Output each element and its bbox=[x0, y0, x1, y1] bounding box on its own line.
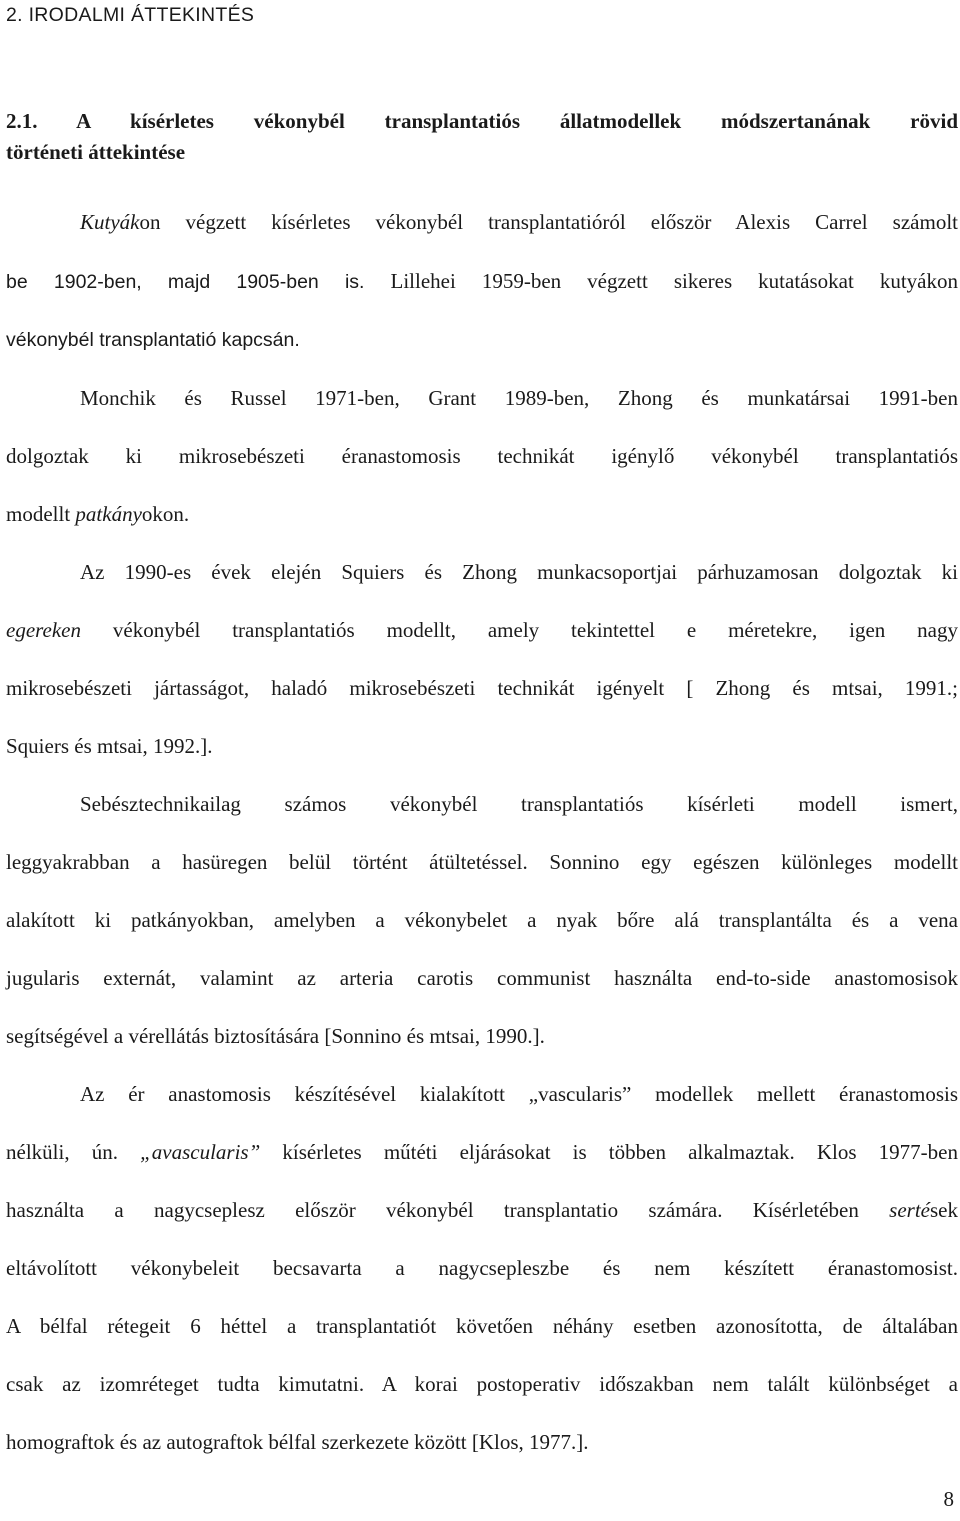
paragraph-5-line-3 bbox=[6, 1196, 958, 1224]
italic-term: egereken bbox=[6, 618, 81, 642]
italic-term: patkány bbox=[75, 502, 142, 526]
paragraph-5-line-4: eltávolított vékonybeleit becsavarta a nagycsepleszbe és nem készített éranastomosist. bbox=[6, 1256, 958, 1280]
text-run: modellt bbox=[6, 502, 76, 526]
paragraph-2-line-1: Monchik és Russel 1971-ben, Grant 1989-ben, Zhong és munkatársai 1991-ben bbox=[80, 386, 958, 410]
paragraph-5-line-6: csak az izomréteget tudta kimutatni. A korai postoperativ időszakban nem talált különbséget a bbox=[6, 1372, 958, 1396]
text-run: okon. bbox=[141, 502, 190, 526]
paragraph-5-line-1: Az ér anastomosis készítésével kialakított „vascularis” modellek mellett éranastomosis bbox=[80, 1082, 958, 1106]
paragraph-4-line-4: jugularis externát, valamint az arteria carotis communist használta end-to-side anastomosisok bbox=[6, 966, 958, 990]
paragraph-5-line-7: homograftok és az autograftok bélfal szerkezete között [Klos, 1977.]. bbox=[6, 1430, 589, 1454]
text-run: sek bbox=[930, 1198, 958, 1222]
italic-term: „avascularis” bbox=[140, 1140, 261, 1164]
paragraph-1-line-3: vékonybél transplantatió kapcsán. bbox=[6, 329, 300, 351]
paragraph-3-line-3: mikrosebészeti jártasságot, haladó mikrosebészeti technikát igényelt [ Zhong és mtsai, 1991.; bbox=[6, 676, 958, 700]
paragraph-4-line-5: segítségével a vérellátás biztosítására [Sonnino és mtsai, 1990.]. bbox=[6, 1024, 545, 1048]
paragraph-4-line-1: Sebésztechnikailag számos vékonybél transplantatiós kísérleti modell ismert, bbox=[80, 792, 958, 816]
paragraph-4-line-2: leggyakrabban a hasüregen belül történt átültetéssel. Sonnino egy egészen különleges modellt bbox=[6, 850, 958, 874]
paragraph-3-line-1: Az 1990-es évek elején Squiers és Zhong munkacsoportjai párhuzamosan dolgoztak ki bbox=[80, 560, 958, 584]
section-heading-line-1: 2.1. A kísérletes vékonybél transplantatiós állatmodellek módszertanának rövid bbox=[6, 109, 958, 133]
text-run: be 1902-ben, majd 1905-ben is. bbox=[6, 271, 365, 293]
paragraph-3-line-2 bbox=[6, 616, 958, 644]
italic-term: serté bbox=[889, 1198, 930, 1222]
text-run: nélküli, ún. bbox=[6, 1140, 141, 1164]
paragraph-3-line-4: Squiers és mtsai, 1992.]. bbox=[6, 734, 213, 758]
paragraph-1-line-1 bbox=[80, 208, 958, 236]
section-heading-line-2: történeti áttekintése bbox=[6, 140, 186, 164]
paragraph-1-line-2 bbox=[6, 267, 958, 296]
text-run: kísérletes műtéti eljárásokat is többen alkalmaztak. Klos 1977-ben bbox=[260, 1140, 958, 1164]
text-run: on végzett kísérletes vékonybél transplantatióról először Alexis Carrel számolt bbox=[139, 210, 958, 234]
paragraph-4-line-3: alakított ki patkányokban, amelyben a vékonybelet a nyak bőre alá transplantálta és a vena bbox=[6, 908, 958, 932]
page-number: 8 bbox=[943, 1487, 954, 1511]
text-run: használta a nagycseplesz először vékonybél transplantatio számára. Kísérletében bbox=[6, 1198, 890, 1222]
text-run: vékonybél transplantatiós modellt, amely tekintettel e méretekre, igen nagy bbox=[81, 618, 958, 642]
paragraph-2-line-2: dolgoztak ki mikrosebészeti éranastomosis technikát igénylő vékonybél transplantatiós bbox=[6, 444, 958, 468]
italic-term: Kutyák bbox=[80, 210, 140, 234]
section-heading bbox=[6, 106, 958, 168]
text-run: Lillehei 1959-ben végzett sikeres kutatásokat kutyákon bbox=[364, 269, 958, 293]
paragraph-2-line-3 bbox=[6, 500, 958, 528]
paragraph-5-line-2 bbox=[6, 1138, 958, 1166]
chapter-heading: 2. IRODALMI ÁTTEKINTÉS bbox=[6, 4, 255, 26]
paragraph-5-line-5: A bélfal rétegeit 6 héttel a transplantatiót követően néhány esetben azonosította, de általában bbox=[6, 1314, 958, 1338]
